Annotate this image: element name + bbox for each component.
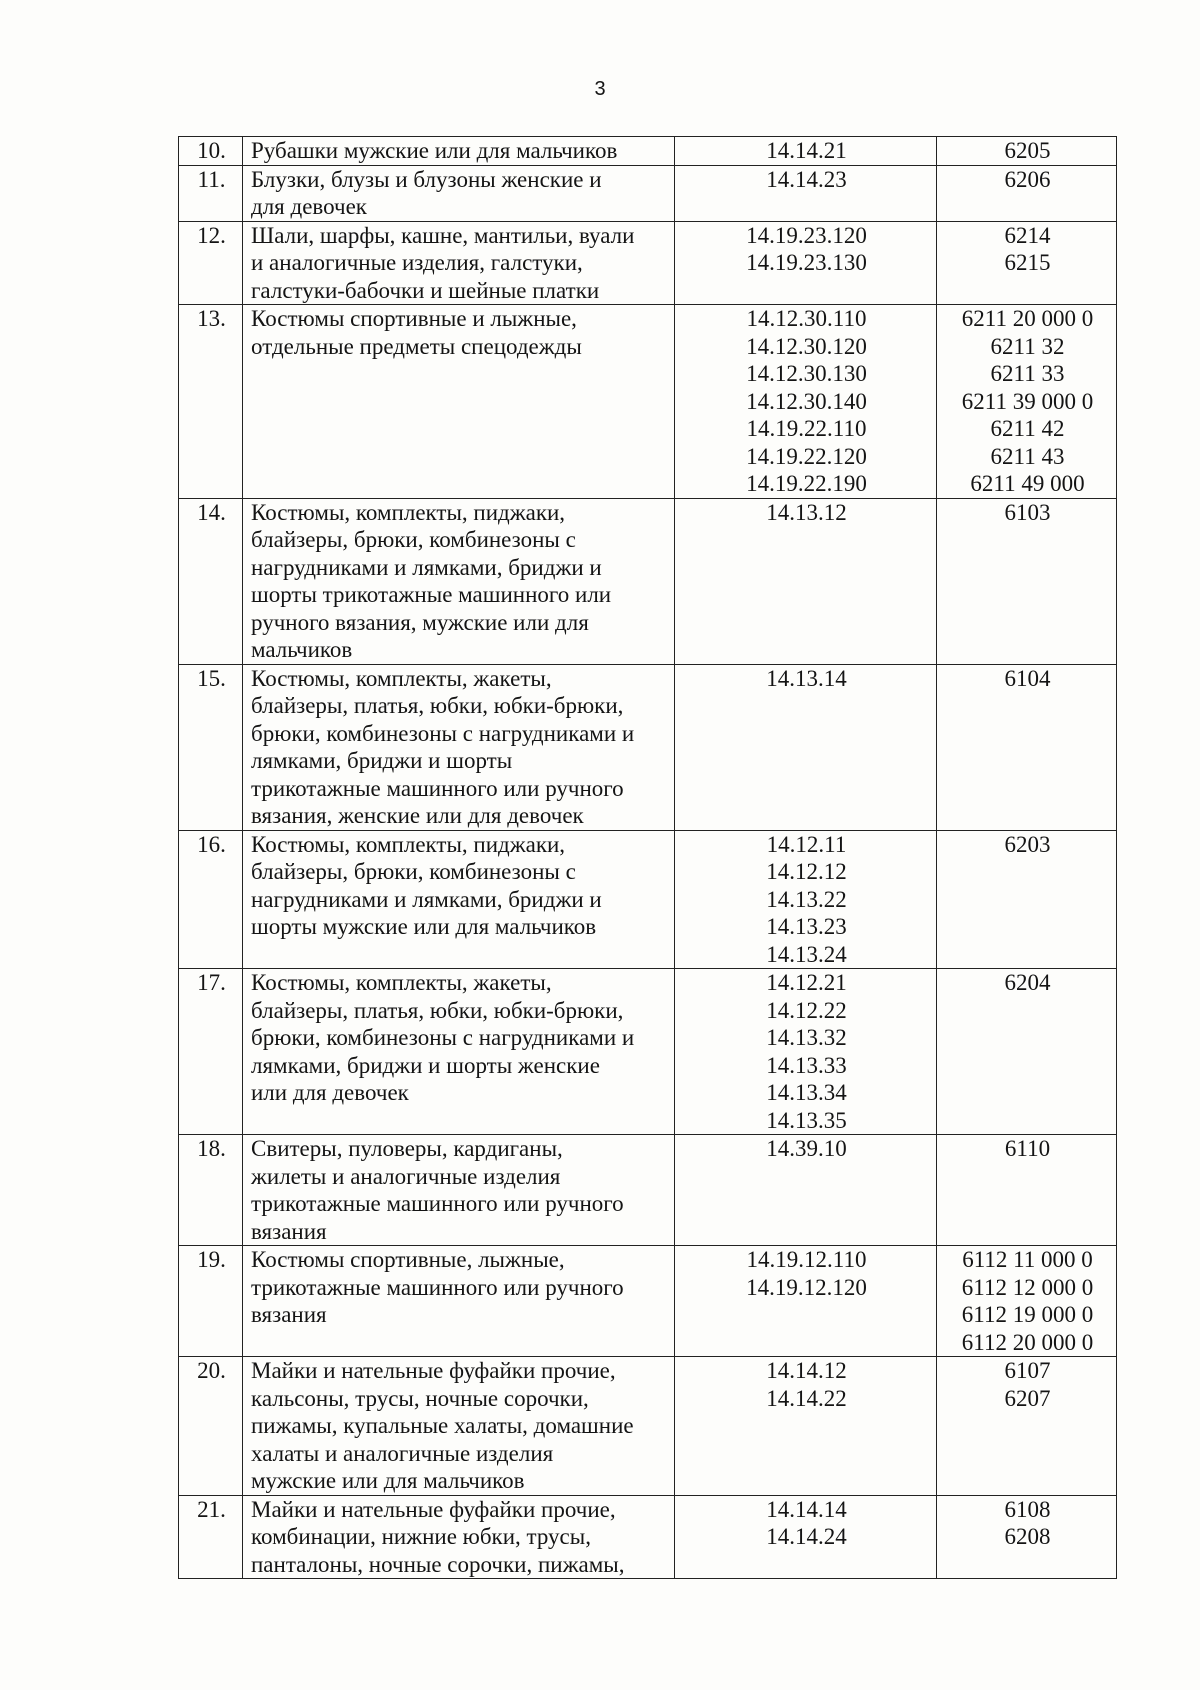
- product-name-line: шорты мужские или для мальчиков: [251, 914, 597, 939]
- row-number: 21.: [179, 1495, 243, 1579]
- tnved-code: 6112 19 000 0: [961, 1302, 1094, 1327]
- tnved-code-cell: [937, 137, 1117, 166]
- product-name-line: халаты и аналогичные изделия: [251, 1440, 554, 1466]
- product-name-cell: [243, 137, 675, 166]
- product-name-line: блайзеры, платья, юбки, юбки-брюки,: [251, 997, 624, 1023]
- okpd-code: 14.13.24: [766, 941, 847, 967]
- product-name-line: пижамы, купальные халаты, домашние: [251, 1413, 634, 1438]
- product-name-line: мужские или для мальчиков: [251, 1468, 525, 1493]
- tnved-code-cell: [937, 830, 1117, 969]
- product-name-line: Костюмы, комплекты, жакеты,: [251, 665, 552, 691]
- okpd-code: 14.14.24: [766, 1524, 847, 1549]
- okpd-code: 14.12.21: [766, 970, 847, 995]
- product-name-line: Свитеры, пуловеры, кардиганы,: [251, 1136, 563, 1161]
- product-name-cell: [243, 1357, 675, 1496]
- tnved-code: 6107: [1004, 1358, 1051, 1383]
- okpd-code-cell: [675, 664, 937, 830]
- product-name-line: вязания: [251, 1302, 327, 1327]
- tnved-code: 6104: [1004, 665, 1051, 691]
- product-name-line: трикотажные машинного или ручного: [251, 1191, 624, 1216]
- product-codes-table: [178, 136, 1117, 1579]
- product-name-line: жилеты и аналогичные изделия: [251, 1163, 561, 1189]
- okpd-code: 14.13.33: [766, 1052, 847, 1078]
- product-name-line: ручного вязания, мужские или для: [251, 609, 589, 635]
- product-name-line: Костюмы, комплекты, жакеты,: [251, 970, 552, 995]
- okpd-code: 14.13.32: [766, 1025, 847, 1050]
- okpd-code: 14.13.35: [766, 1107, 847, 1133]
- row-number: 12.: [179, 221, 243, 305]
- okpd-code: 14.14.23: [766, 166, 847, 192]
- product-name-line: Майки и нательные фуфайки прочие,: [251, 1358, 616, 1383]
- okpd-code: 14.19.22.190: [746, 471, 867, 496]
- row-number: 16.: [179, 830, 243, 969]
- table-row: [179, 830, 1117, 969]
- table-row: [179, 137, 1117, 166]
- row-number: 10.: [179, 137, 243, 166]
- product-name-line: нагрудниками и лямками, бриджи и: [251, 554, 602, 580]
- product-name-line: блайзеры, платья, юбки, юбки-брюки,: [251, 693, 624, 718]
- table-row: [179, 1135, 1117, 1246]
- okpd-code: 14.13.23: [766, 914, 847, 939]
- tnved-code-cell: [937, 221, 1117, 305]
- tnved-code: 6215: [1004, 250, 1051, 275]
- okpd-code: 14.19.12.120: [746, 1274, 867, 1300]
- table-row: [179, 498, 1117, 664]
- okpd-code: 14.12.11: [766, 831, 847, 857]
- tnved-code-cell: [937, 1135, 1117, 1246]
- product-name-line: и аналогичные изделия, галстуки,: [251, 250, 583, 275]
- product-name-line: отдельные предметы спецодежды: [251, 333, 582, 359]
- tnved-code: 6208: [1004, 1524, 1051, 1549]
- page-number: 3: [594, 78, 606, 100]
- tnved-code: 6211 20 000 0: [961, 306, 1094, 331]
- product-name-line: Костюмы спортивные и лыжные,: [251, 306, 577, 331]
- tnved-code: 6214: [1004, 222, 1051, 248]
- okpd-code: 14.19.22.110: [746, 416, 867, 441]
- table-row: [179, 305, 1117, 499]
- okpd-code: 14.19.23.130: [746, 250, 867, 275]
- product-name-line: Костюмы, комплекты, пиджаки,: [251, 831, 566, 857]
- product-name-line: для девочек: [251, 194, 367, 219]
- okpd-code: 14.12.30.130: [746, 361, 867, 386]
- product-name-line: брюки, комбинезоны с нагрудниками и: [251, 720, 635, 746]
- tnved-code-cell: [937, 1357, 1117, 1496]
- okpd-code-cell: [675, 1357, 937, 1496]
- product-name-cell: [243, 830, 675, 969]
- product-name-cell: [243, 664, 675, 830]
- product-name-line: комбинации, нижние юбки, трусы,: [251, 1524, 591, 1549]
- okpd-code: 14.19.23.120: [746, 222, 867, 248]
- product-name-line: Костюмы, комплекты, пиджаки,: [251, 499, 566, 525]
- tnved-code: 6112 12 000 0: [961, 1274, 1094, 1300]
- row-number: 15.: [179, 664, 243, 830]
- product-name-cell: [243, 221, 675, 305]
- tnved-code: 6110: [1004, 1136, 1051, 1161]
- okpd-code: 14.19.12.110: [746, 1247, 867, 1272]
- tnved-code: 6103: [1004, 499, 1051, 525]
- product-name-line: Рубашки мужские или для мальчиков: [251, 138, 618, 163]
- okpd-code-cell: [675, 1246, 937, 1357]
- product-name-line: Майки и нательные фуфайки прочие,: [251, 1496, 616, 1522]
- product-name-line: брюки, комбинезоны с нагрудниками и: [251, 1025, 635, 1050]
- okpd-code: 14.13.22: [766, 886, 847, 912]
- okpd-code-cell: [675, 969, 937, 1135]
- product-name-line: кальсоны, трусы, ночные сорочки,: [251, 1385, 589, 1411]
- product-name-line: блайзеры, брюки, комбинезоны с: [251, 527, 576, 552]
- okpd-code-cell: [675, 137, 937, 166]
- tnved-code-cell: [937, 498, 1117, 664]
- product-name-cell: [243, 498, 675, 664]
- tnved-code-cell: [937, 1495, 1117, 1579]
- okpd-code: 14.12.30.140: [746, 388, 867, 414]
- tnved-code-cell: [937, 165, 1117, 221]
- table-row: [179, 1495, 1117, 1579]
- product-name-line: мальчиков: [251, 637, 353, 662]
- tnved-code-cell: [937, 664, 1117, 830]
- product-name-cell: [243, 969, 675, 1135]
- product-name-line: вязания, женские или для девочек: [251, 803, 584, 828]
- product-name-cell: [243, 1246, 675, 1357]
- product-name-line: лямками, бриджи и шорты женские: [251, 1052, 600, 1078]
- product-name-line: лямками, бриджи и шорты: [251, 748, 513, 773]
- product-name-line: панталоны, ночные сорочки, пижамы,: [251, 1551, 625, 1577]
- tnved-code: 6211 43: [990, 443, 1065, 469]
- okpd-code: 14.13.14: [766, 665, 847, 691]
- row-number: 19.: [179, 1246, 243, 1357]
- table-row: [179, 221, 1117, 305]
- tnved-code: 6211 33: [990, 361, 1065, 386]
- table-row: [179, 1246, 1117, 1357]
- okpd-code: 14.12.30.120: [746, 333, 867, 359]
- okpd-code: 14.13.34: [766, 1080, 847, 1105]
- table-row: [179, 664, 1117, 830]
- product-name-line: блайзеры, брюки, комбинезоны с: [251, 859, 576, 884]
- okpd-code-cell: [675, 1495, 937, 1579]
- tnved-code: 6203: [1004, 831, 1051, 857]
- okpd-code: 14.39.10: [766, 1136, 847, 1161]
- product-name-line: или для девочек: [251, 1080, 409, 1105]
- tnved-code-cell: [937, 969, 1117, 1135]
- okpd-code-cell: [675, 165, 937, 221]
- okpd-code: 14.14.22: [766, 1385, 847, 1411]
- product-name-line: шорты трикотажные машинного или: [251, 582, 612, 607]
- product-name-cell: [243, 1135, 675, 1246]
- okpd-code-cell: [675, 830, 937, 969]
- tnved-code-cell: [937, 1246, 1117, 1357]
- product-name-line: галстуки-бабочки и шейные платки: [251, 277, 600, 303]
- okpd-code: 14.19.22.120: [746, 443, 867, 469]
- row-number: 13.: [179, 305, 243, 499]
- tnved-code-cell: [937, 305, 1117, 499]
- product-name-line: Костюмы спортивные, лыжные,: [251, 1247, 565, 1272]
- row-number: 20.: [179, 1357, 243, 1496]
- okpd-code-cell: [675, 1135, 937, 1246]
- tnved-code: 6206: [1004, 166, 1051, 192]
- tnved-code: 6211 39 000 0: [961, 388, 1094, 414]
- tnved-code: 6207: [1004, 1385, 1051, 1411]
- row-number: 14.: [179, 498, 243, 664]
- table-row: [179, 165, 1117, 221]
- okpd-code: 14.12.30.110: [746, 306, 867, 331]
- product-name-cell: [243, 165, 675, 221]
- product-name-cell: [243, 305, 675, 499]
- product-name-line: вязания: [251, 1218, 327, 1244]
- table-body: [179, 137, 1117, 1579]
- okpd-code-cell: [675, 221, 937, 305]
- product-name-line: трикотажные машинного или ручного: [251, 1274, 624, 1300]
- okpd-code-cell: [675, 498, 937, 664]
- product-name-line: Шали, шарфы, кашне, мантильи, вуали: [251, 222, 635, 248]
- okpd-code: 14.13.12: [766, 499, 847, 525]
- okpd-code-cell: [675, 305, 937, 499]
- product-name-cell: [243, 1495, 675, 1579]
- product-name-line: трикотажные машинного или ручного: [251, 775, 624, 801]
- tnved-code: 6211 42: [990, 416, 1065, 441]
- table-row: [179, 1357, 1117, 1496]
- okpd-code: 14.12.12: [766, 859, 847, 884]
- tnved-code: 6108: [1004, 1496, 1051, 1522]
- tnved-code: 6205: [1004, 138, 1051, 163]
- product-name-line: нагрудниками и лямками, бриджи и: [251, 886, 602, 912]
- okpd-code: 14.14.14: [766, 1496, 847, 1522]
- product-name-line: Блузки, блузы и блузоны женские и: [251, 166, 602, 192]
- tnved-code: 6211 49 000: [970, 471, 1085, 496]
- row-number: 11.: [179, 165, 243, 221]
- tnved-code: 6112 20 000 0: [961, 1329, 1094, 1355]
- okpd-code: 14.14.21: [766, 138, 847, 163]
- okpd-code: 14.12.22: [766, 997, 847, 1023]
- row-number: 17.: [179, 969, 243, 1135]
- table-row: [179, 969, 1117, 1135]
- okpd-code: 14.14.12: [766, 1358, 847, 1383]
- row-number: 18.: [179, 1135, 243, 1246]
- tnved-code: 6211 32: [990, 333, 1065, 359]
- tnved-code: 6204: [1004, 970, 1051, 995]
- tnved-code: 6112 11 000 0: [962, 1247, 1093, 1272]
